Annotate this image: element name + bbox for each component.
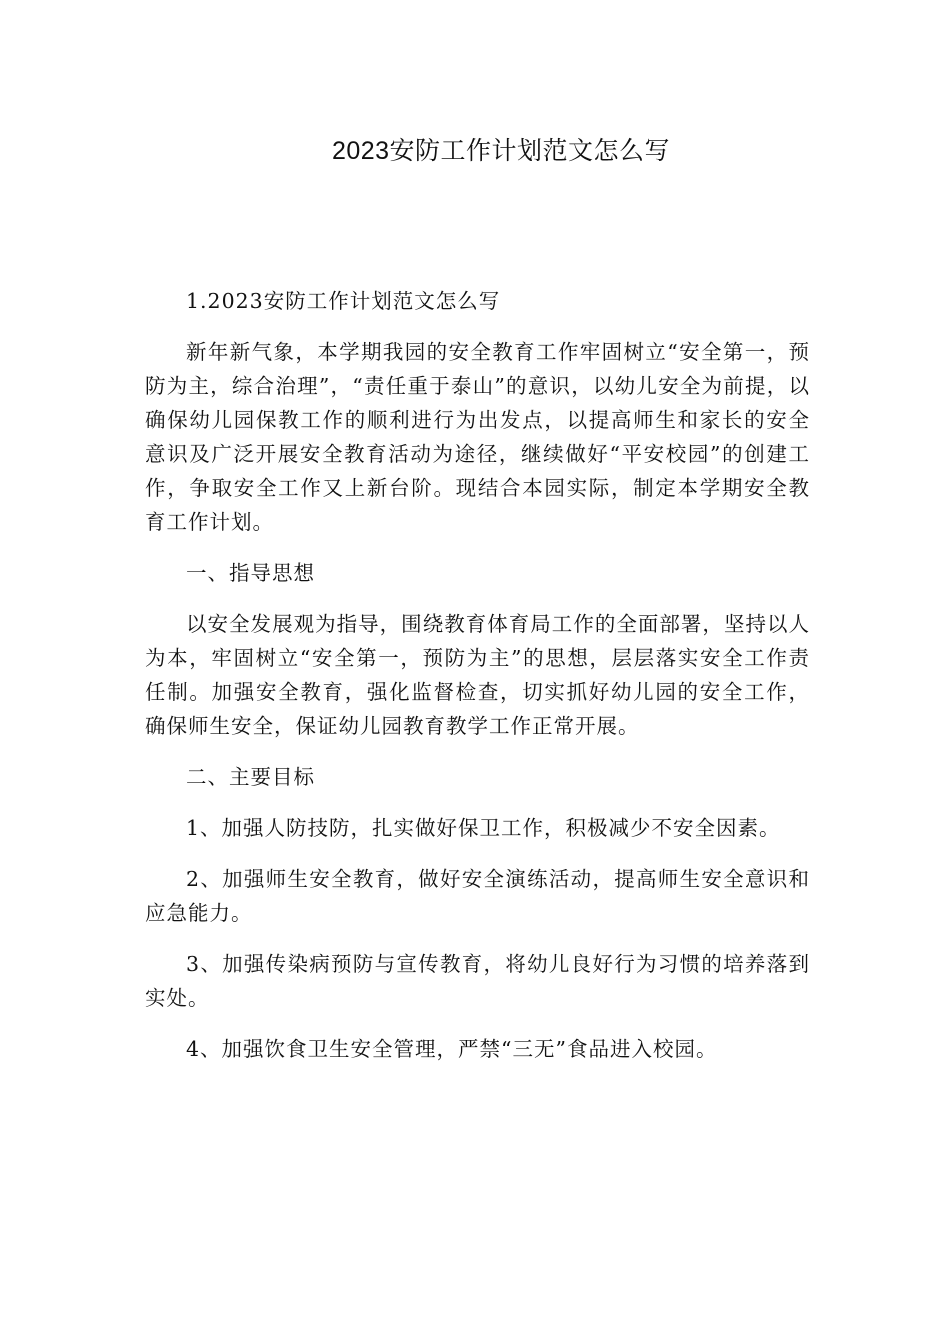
guiding-thought-paragraph: 以安全发展观为指导，围绕教育体育局工作的全面部署，坚持以人为本，牢固树立“安全第一，预防为主”的思想，层层落实安全工作责任制。加强安全教育，强化监督检查，切实抓好幼儿园的安全工作，确保师生安全，保证幼儿园教育教学工作正常开展。 — [145, 612, 810, 738]
goal-item: 2、加强师生安全教育，做好安全演练活动，提高师生安全意识和应急能力。 — [145, 867, 810, 925]
goal-item: 1、加强人防技防，扎实做好保卫工作，积极减少不安全因素。 — [186, 816, 781, 840]
goal-item: 4、加强饮食卫生安全管理，严禁“三无”食品进入校园。 — [186, 1037, 718, 1061]
section-heading: 一、指导思想 — [186, 561, 315, 585]
goal-item: 3、加强传染病预防与宣传教育，将幼儿良好行为习惯的培养落到实处。 — [145, 952, 810, 1010]
intro-paragraph: 新年新气象，本学期我园的安全教育工作牢固树立“安全第一，预防为主，综合治理”，“责任重于泰山”的意识，以幼儿安全为前提，以确保幼儿园保教工作的顺利进行为出发点，以提高师生和家长的安全意识及广泛开展安全教育活动为途径，继续做好“平安校园”的创建工作，争取安全工作又上新台阶。现结合本园实际，制定本学期安全教育工作计划。 — [145, 340, 810, 534]
document-title: 2023安防工作计划范文怎么写 — [331, 137, 671, 165]
document-body — [145, 284, 810, 1083]
section-heading: 二、主要目标 — [186, 765, 315, 789]
section-heading: 1.2023安防工作计划范文怎么写 — [186, 289, 501, 313]
